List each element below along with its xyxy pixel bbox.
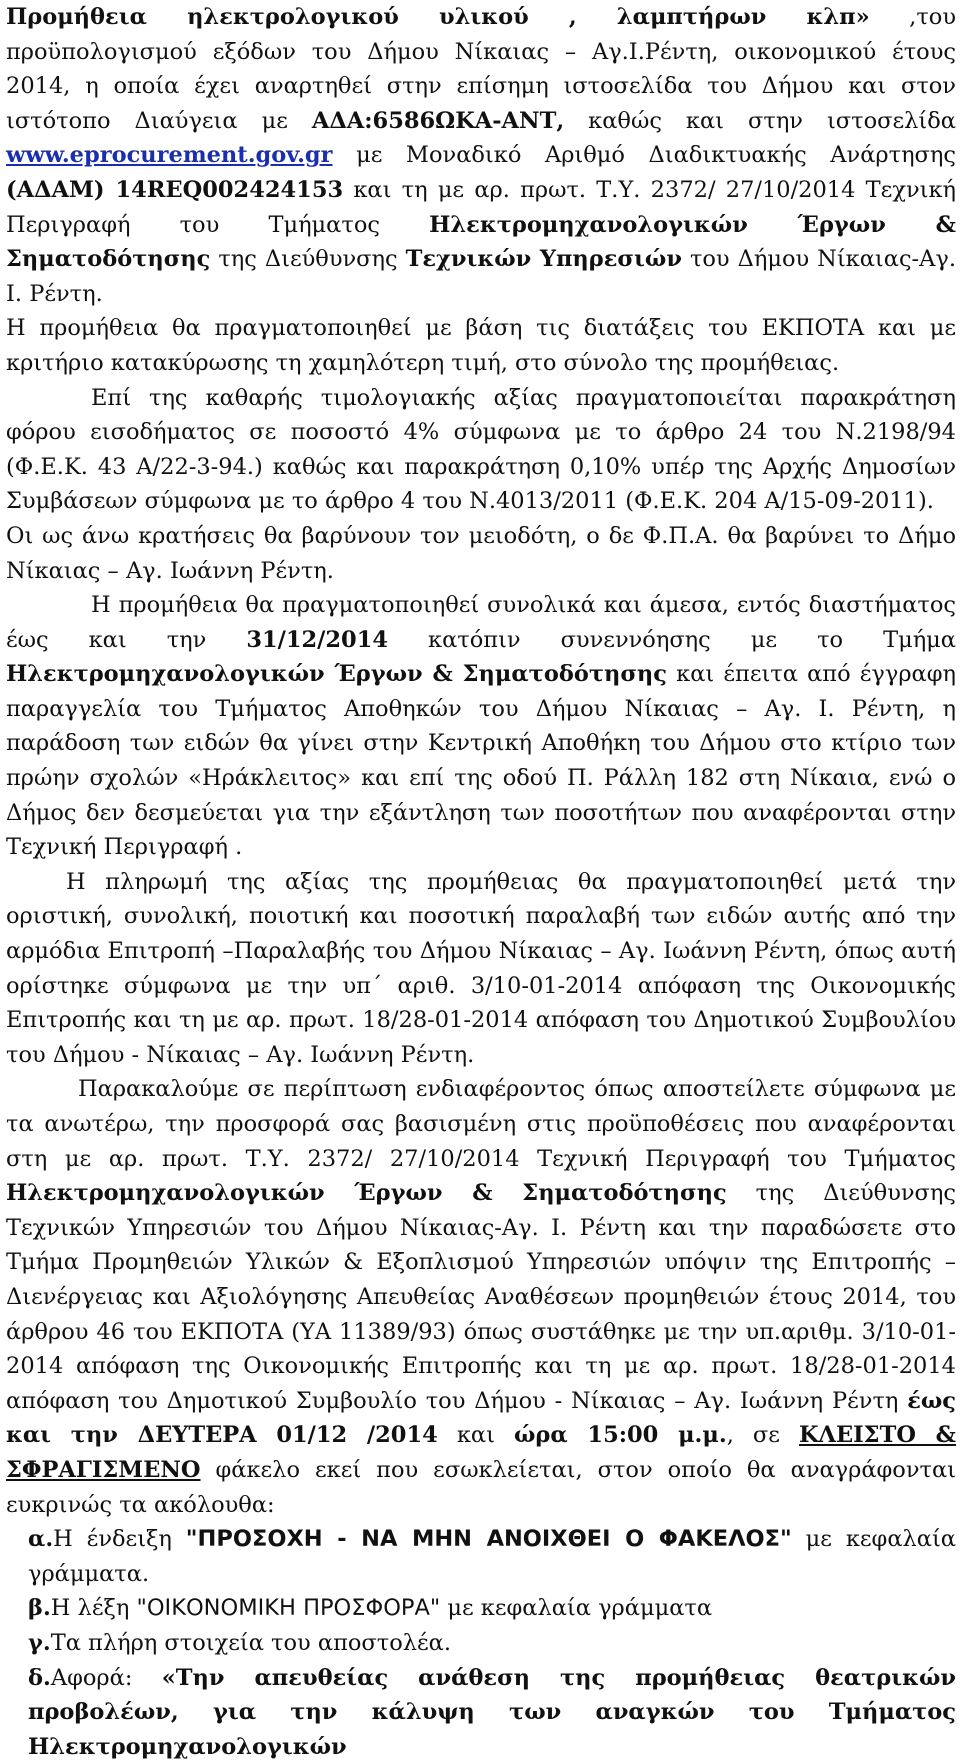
submission-time: ώρα 15:00 μ.μ. (514, 1422, 727, 1448)
subject-title: Προμήθεια ηλεκτρολογικού υλικού , λαμπτήρων κλπ» (6, 4, 870, 30)
list-item-c (6, 1626, 956, 1661)
charges-paragraph: Οι ως άνω κρατήσεις θα βαρύνουν τον μειοδότη, ο δε Φ.Π.Α. θα βαρύνει το Δήμο Νίκαιας – Αγ. Ιωάννη Ρέντη. (6, 519, 956, 588)
intro-text-3: με Μοναδικό Αριθμό Διαδικτυακής Ανάρτησης (333, 142, 957, 168)
delivery-department: Ηλεκτρομηχανολογικών Έργων & Σηματοδότησης (6, 661, 667, 687)
list-item-b (6, 1591, 956, 1626)
submission-text-2: της Διεύθυνσης Τεχνικών Υπηρεσιών του Δήμου Νίκαιας-Αγ. Ι. Ρέντη και την παραδώσετε στο Τμήμα Προμηθειών Υλικών & Εξοπλισμού Υπηρεσιών υπόψιν της Επιτροπής – Διενέργειας και Αξιολόγησης Απευθείας Αναθέσεων προμηθειών έτους 2014, του άρθρου 46 του ΕΚΠΟΤΑ (ΥΑ 11389/93) όπως συστάθηκε με την υπ.αριθμ. 3/10-01-2014 απόφαση της Οικονομικής Επιτροπής και τη με αρ. πρωτ. 18/28-01-2014 απόφαση του Δημοτικού Συμβουλίο του Δήμου - Νίκαιας – Αγ. Ιωάννη Ρέντη (6, 1180, 956, 1414)
item-b-quote: "ΟΙΚΟΝΟΜΙΚΗ ΠΡΟΣΦΟΡΑ" (137, 1595, 441, 1621)
delivery-text: Η προμήθεια θα πραγματοποιηθεί συνολικά και άμεσα, εντός διαστήματος έως και την (6, 592, 956, 653)
delivery-paragraph (6, 588, 956, 865)
item-d-subject: «Την απευθείας ανάθεση της προμήθειας θεατρικών προβολέων, για την κάλυψη των αναγκών του Τμήματος Ηλεκτρομηχανολογικών (28, 1665, 956, 1760)
intro-text-4: και τη με αρ. πρωτ. Τ.Υ. 2372/ 27/10/2014 Τεχνική Περιγραφή του Τμήματος (6, 177, 956, 238)
item-c-label: γ. (28, 1630, 51, 1656)
tax-withholding-paragraph: Επί της καθαρής τιμολογιακής αξίας πραγματοποιείται παρακράτηση φόρου εισοδήματος σε ποσοστό 4% σύμφωνα με το άρθρο 24 του Ν.2198/94 (Φ.Ε.Κ. 43 Α/22-3-94.) καθώς και παρακράτηση 0,10% υπέρ της Αρχής Δημοσίων Συμβάσεων σύμφωνα με το άρθρο 4 του Ν.4013/2011 (Φ.Ε.Κ. 204 Α/15-09-2011). (6, 381, 956, 519)
delivery-text-2: κατόπιν συνεννόησης με το Τμήμα (388, 627, 956, 653)
delivery-text-3: και έπειτα από έγγραφη παραγγελία του Τμήματος Αποθηκών του Δήμου Νίκαιας – Αγ. Ι. Ρέντη, η παράδοση των ειδών θα γίνει στην Κεντρική Αποθήκη του Δήμου στο κτίριο των πρώην σχολών «Ηράκλειτος» και επί της οδού Π. Ράλλη 182 στη Νίκαια, ενώ ο Δήμος δεν δεσμεύεται για την εξάντληση των ποσοτήτων που αναφέρονται στην Τεχνική Περιγραφή . (6, 661, 956, 860)
item-a-quote: "ΠΡΟΣΟΧΗ - ΝΑ ΜΗΝ ΑΝΟΙΧΘΕΙ Ο ΦΑΚΕΛΟΣ" (186, 1526, 792, 1552)
item-a-text: Η ένδειξη (53, 1526, 186, 1552)
submission-department: Ηλεκτρομηχανολογικών Έργων & Σηματοδότησης (6, 1180, 727, 1206)
item-b-text-2: με κεφαλαία γράμματα (440, 1595, 712, 1621)
directorate-name: Τεχνικών Υπηρεσιών (406, 246, 682, 272)
item-d-label: δ. (28, 1665, 51, 1691)
procurement-criteria-paragraph: Η προμήθεια θα πραγματοποιηθεί με βάση τις διατάξεις του ΕΚΠΟΤΑ και με κριτήριο κατακύρωσης τη χαμηλότερη τιμή, στο σύνολο της προμήθειας. (6, 311, 956, 380)
list-item-a (6, 1522, 956, 1591)
submission-text: Παρακαλούμε σε περίπτωση ενδιαφέροντος όπως αποστείλετε σύμφωνα με τα ανωτέρω, την προσφορά σας βασισμένη στις προϋποθέσεις που αναφέρονται στη με αρ. πρωτ. Τ.Υ. 2372/ 27/10/2014 Τεχνική Περιγραφή του Τμήματος (6, 1076, 956, 1171)
item-b-text: Η λέξη (51, 1595, 137, 1621)
item-d-text: Αφορά: (51, 1665, 162, 1691)
department-name: Ηλεκτρομηχανολογικών Έργων & Σηματοδότησης (6, 212, 956, 273)
adam-code: (ΑΔΑΜ) 14REQ002424153 (6, 177, 343, 203)
submission-deadline: έως και την ΔΕΥΤΕΡΑ 01/12 /2014 (6, 1388, 956, 1449)
ada-code: ΑΔΑ:6586ΩΚΑ-ΑΝΤ, (312, 108, 564, 134)
item-a-label: α. (28, 1526, 53, 1552)
item-b-label: β. (28, 1595, 51, 1621)
intro-paragraph (6, 0, 956, 311)
intro-text-6: του Δήμου Νίκαιας-Αγ. Ι. Ρέντη. (6, 246, 956, 307)
delivery-deadline: 31/12/2014 (246, 627, 388, 653)
intro-text-5: της Διεύθυνσης (210, 246, 405, 272)
item-c-text: Τα πλήρη στοιχεία του αποστολέα. (51, 1630, 451, 1656)
submission-text-4: , σε (727, 1422, 799, 1448)
submission-paragraph (6, 1072, 956, 1522)
intro-text: ,του προϋπολογισμού εξόδων του Δήμου Νίκαιας – Αγ.Ι.Ρέντη, οικονομικού έτους 2014, η οποία έχει αναρτηθεί στην επίσημη ιστοσελίδα του Δήμου και στον ιστότοπο Διαύγεια με (6, 4, 956, 134)
eprocurement-link[interactable]: www.eprocurement.gov.gr (6, 142, 333, 168)
submission-text-5: φάκελο εκεί που εσωκλείεται, στον οποίο θα αναγράφονται ευκρινώς τα ακόλουθα: (6, 1457, 956, 1518)
item-a-text-2: με κεφαλαία γράμματα. (28, 1526, 956, 1587)
payment-paragraph: Η πληρωμή της αξίας της προμήθειας θα πραγματοποιηθεί μετά την οριστική, συνολική, ποιοτική και ποσοτική παραλαβή των ειδών αυτής από την αρμόδια Επιτροπή –Παραλαβής του Δήμου Νίκαιας – Αγ. Ιωάννη Ρέντη, όπως αυτή ορίστηκε σύμφωνα με την υπ΄ αριθ. 3/10-01-2014 απόφαση της Οικονομικής Επιτροπής και τη με αρ. πρωτ. 18/28-01-2014 απόφαση του Δημοτικού Συμβουλίου του Δήμου - Νίκαιας – Αγ. Ιωάννη Ρέντη. (6, 865, 956, 1073)
list-item-d (6, 1661, 956, 1764)
submission-text-3: και (438, 1422, 514, 1448)
sealed-envelope-text: ΚΛΕΙΣΤΟ & ΣΦΡΑΓΙΣΜΕΝΟ (6, 1422, 956, 1483)
intro-text-2: καθώς και στην ιστοσελίδα (564, 108, 956, 134)
